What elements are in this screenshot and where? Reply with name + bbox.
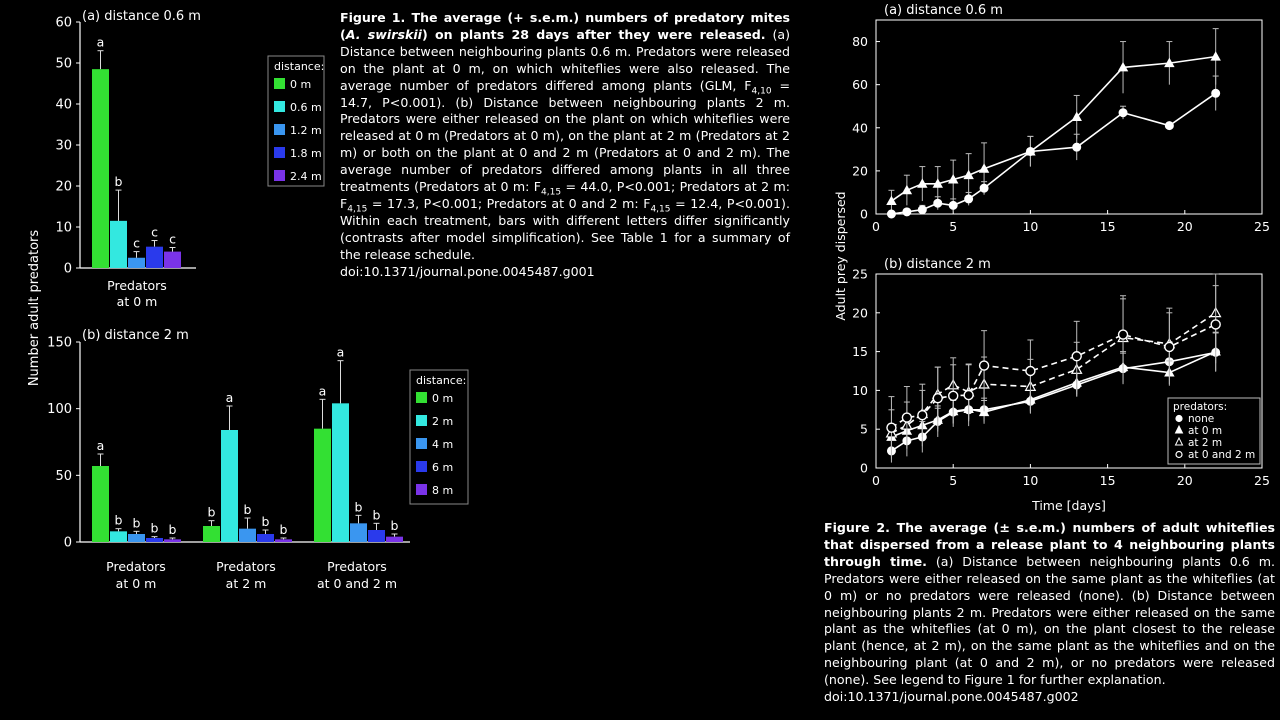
fig1-doi: doi:10.1371/journal.pone.0045487.g001 <box>340 263 595 279</box>
significance-letter: b <box>132 515 141 531</box>
fig1b-legend-swatch <box>416 461 427 472</box>
fig1-sub-3: 4,15 <box>347 204 368 215</box>
bar <box>275 539 292 542</box>
data-point <box>918 411 927 420</box>
fig1b-ytick-label: 150 <box>47 335 72 351</box>
fig1b-panel-label: (b) distance 2 m <box>82 328 189 343</box>
bar <box>92 69 109 268</box>
fig1b-legend-swatch <box>416 438 427 449</box>
fig1a-group-label-line1: Predators <box>107 278 167 293</box>
fig1b-group-3-line1: Predators <box>327 559 387 574</box>
bar <box>368 530 385 542</box>
data-point <box>1072 352 1081 361</box>
xtick-label: 20 <box>1176 473 1193 488</box>
significance-letter: a <box>318 383 327 399</box>
fig1-text-2: = 14.7, P<0.001). (b) Distance between neighbouring plants 2 m. Predators were either released on the plant on which whiteflies were released at 0 m (Predators at 0 m), on the plant at 2 m (Predators at 2 m) or both on the plant at 0 and 2 m (Predators at 0 and 2 m). The average number of predators differed among plants in all three treatments (Predators at 0 m: F <box>340 77 790 195</box>
fig2b-legend-label: at 2 m <box>1188 437 1223 449</box>
fig2b-legend-label: at 0 m <box>1188 425 1223 437</box>
figure-1b <box>47 328 468 591</box>
fig1a-legend-swatch <box>274 124 285 135</box>
fig1b-legend-label: 8 m <box>432 484 454 497</box>
significance-letter: c <box>169 231 176 247</box>
significance-letter: b <box>207 504 216 520</box>
fig1a-panel-label: (a) distance 0.6 m <box>82 9 201 24</box>
fig1b-group-labels <box>106 559 397 591</box>
fig1b-ytick-label: 50 <box>55 468 72 484</box>
data-point <box>903 208 911 216</box>
data-point <box>964 391 973 400</box>
fig1b-legend-swatch <box>416 392 427 403</box>
figure-2-caption <box>824 520 1275 706</box>
data-point <box>888 210 896 218</box>
fig1a-legend <box>268 56 324 186</box>
significance-letter: b <box>114 512 123 528</box>
fig2b-legend-marker <box>1176 452 1182 458</box>
bar <box>146 247 163 268</box>
significance-letter: b <box>150 520 159 536</box>
data-point <box>933 394 942 403</box>
fig1b-group-2-line2: at 2 m <box>225 576 267 591</box>
ytick-label: 20 <box>852 305 868 321</box>
fig1a-legend-label: 0 m <box>290 78 312 91</box>
fig1a-ytick-label: 10 <box>55 220 72 236</box>
fig2-doi: doi:10.1371/journal.pone.0045487.g002 <box>824 689 1079 705</box>
fig1a-legend-swatch <box>274 147 285 158</box>
significance-letter: b <box>243 502 252 517</box>
fig2b-panel-label: (b) distance 2 m <box>884 257 991 272</box>
fig2b-legend <box>1168 398 1260 464</box>
fig2b-legend-label: at 0 and 2 m <box>1188 449 1256 461</box>
xtick-label: 10 <box>1022 219 1039 234</box>
fig1b-group-1-line2: at 0 m <box>115 576 157 591</box>
fig1-sub-1: 4,10 <box>751 86 772 97</box>
fig1b-legend-label: 0 m <box>432 392 454 405</box>
fig1a-bars <box>92 35 181 268</box>
data-point <box>887 423 896 432</box>
xtick-label: 10 <box>1022 473 1039 488</box>
fig1a-legend-label: 2.4 m <box>290 170 322 183</box>
fig1b-legend-label: 4 m <box>432 438 454 451</box>
significance-letter: a <box>336 344 345 360</box>
ytick-label: 40 <box>852 120 868 136</box>
bar <box>257 534 274 542</box>
data-point <box>1165 342 1174 351</box>
bar <box>386 537 403 542</box>
significance-letter: a <box>225 390 234 405</box>
xtick-label: 15 <box>1099 219 1116 234</box>
data-point <box>1212 89 1220 97</box>
xtick-label: 0 <box>872 219 880 234</box>
significance-letter: a <box>96 34 105 50</box>
xtick-label: 25 <box>1254 219 1270 234</box>
data-point <box>1027 148 1035 156</box>
fig1a-ytick-label: 30 <box>55 138 72 154</box>
fig2b-legend-title: predators: <box>1173 401 1228 413</box>
fig1a-legend-box <box>268 56 324 186</box>
fig1b-group-2-line1: Predators <box>216 559 276 574</box>
fig1a-legend-title: distance: <box>274 60 325 73</box>
fig1b-ytick-label: 100 <box>47 402 72 418</box>
fig2b-legend-marker <box>1176 416 1182 422</box>
bar <box>164 252 181 268</box>
significance-letter: b <box>354 499 363 515</box>
figure-2b <box>833 191 1270 513</box>
fig1b-bars <box>92 345 403 542</box>
bar <box>146 538 163 542</box>
xtick-label: 5 <box>949 473 958 488</box>
data-point <box>965 195 973 203</box>
fig1-sub-4: 4,15 <box>650 204 671 215</box>
xtick-label: 0 <box>872 473 880 488</box>
ytick-label: 0 <box>860 460 868 476</box>
data-point <box>919 206 927 214</box>
fig1-sub-2: 4,15 <box>541 187 562 198</box>
figure-1-caption <box>340 10 790 281</box>
fig1b-y-ticks <box>47 336 80 551</box>
fig2a-panel-label: (a) distance 0.6 m <box>884 3 1003 18</box>
ytick-label: 5 <box>860 421 868 437</box>
data-point <box>887 197 895 205</box>
fig2a-series <box>887 29 1220 218</box>
ytick-label: 15 <box>852 344 868 360</box>
data-point <box>949 202 957 210</box>
fig1-text-3: = 44.0, P<0.001; Predators at 2 m: F <box>340 179 790 211</box>
data-point <box>980 184 988 192</box>
significance-letter: b <box>372 507 381 523</box>
bar <box>332 403 349 542</box>
fig2a-frame <box>876 20 1262 214</box>
significance-letter: b <box>168 522 177 537</box>
fig2-caption-title: Figure 2. The average (± s.e.m.) numbers of adult whiteflies that dispersed from a release plant to 4 neighbouring plants through time. <box>824 520 1275 569</box>
bar <box>110 531 127 542</box>
series-line-none <box>891 93 1215 214</box>
bar <box>128 534 145 542</box>
significance-letter: b <box>114 174 123 190</box>
xtick-label: 25 <box>1254 473 1270 488</box>
significance-letter: b <box>261 514 270 529</box>
fig1-title-part2: ) on plants 28 days after they were released. <box>421 26 766 42</box>
bar <box>92 466 109 542</box>
fig2b-x-axis-title: Time [days] <box>1032 498 1106 513</box>
xtick-label: 5 <box>949 219 958 234</box>
data-point <box>1211 320 1220 329</box>
fig1b-legend <box>410 370 468 504</box>
fig1a-ytick-label: 60 <box>55 15 72 31</box>
significance-letter: c <box>133 235 140 251</box>
fig1a-ytick-label: 40 <box>55 97 72 113</box>
bar <box>128 258 145 268</box>
fig1-text-5: = 12.4, P<0.001). Within each treatment, bars with different letters differ significantly (contrasts after model simplification). See Table 1 for a summary of the release schedule. <box>340 195 790 262</box>
ytick-label: 20 <box>852 163 868 179</box>
fig2b-legend-label: none <box>1188 413 1215 425</box>
fig2a-ticks <box>852 34 1270 234</box>
bar <box>203 526 220 542</box>
significance-letter: a <box>96 438 105 453</box>
fig1b-legend-label: 6 m <box>432 461 454 474</box>
fig1a-legend-swatch <box>274 101 285 112</box>
fig1-caption-title <box>340 10 790 42</box>
ytick-label: 60 <box>852 77 868 93</box>
fig1b-legend-title: distance: <box>416 374 467 387</box>
ytick-label: 80 <box>852 34 868 50</box>
ytick-label: 10 <box>852 382 868 398</box>
data-point <box>1119 109 1127 117</box>
data-point <box>980 361 989 370</box>
fig1a-legend-label: 0.6 m <box>290 101 322 114</box>
fig1a-legend-label: 1.8 m <box>290 147 322 160</box>
fig1b-legend-label: 2 m <box>432 415 454 428</box>
ytick-label: 25 <box>852 266 868 282</box>
fig1a-group-label-line2: at 0 m <box>116 294 158 309</box>
bar <box>164 539 181 542</box>
bar <box>239 529 256 542</box>
fig1a-legend-label: 1.2 m <box>290 124 322 137</box>
data-point <box>1073 143 1081 151</box>
bar <box>350 523 367 542</box>
data-point <box>1211 52 1219 60</box>
fig1b-group-1-line1: Predators <box>106 559 166 574</box>
fig1-title-part1: Figure 1. The average (+ s.e.m.) numbers of predatory mites ( <box>340 10 790 42</box>
fig1a-ytick-label: 0 <box>63 261 72 277</box>
data-point <box>1166 122 1174 130</box>
fig1b-group-3-line2: at 0 and 2 m <box>316 576 398 591</box>
fig2-y-axis-title: Adult prey dispersed <box>833 191 848 321</box>
fig1a-legend-swatch <box>274 78 285 89</box>
xtick-label: 20 <box>1176 219 1193 234</box>
fig1a-legend-swatch <box>274 170 285 181</box>
fig1a-ytick-label: 20 <box>55 179 72 195</box>
significance-letter: b <box>279 522 288 537</box>
data-point <box>934 199 942 207</box>
fig2-caption-body: (a) Distance between neighbouring plants 0.6 m. Predators were either released on the same plant as the whiteflies (at 0 m) or no predators were released (none). (b) Distance between neighbouring plants 2 m. Predators were either released on the same plant as the whiteflies (at 0 m), on the plant closest to the release plant (hence, at 2 m), on the same plant as the whiteflies and on the neighbouring plant (at 0 and 2 m), or no predators were released (none). See legend to Figure 1 for further explanation. <box>824 553 1275 688</box>
data-point <box>1026 367 1035 376</box>
data-point <box>949 391 958 400</box>
significance-letter: b <box>390 518 399 533</box>
fig1-text-4: = 17.3, P<0.001; Predators at 0 and 2 m: F <box>367 195 651 211</box>
fig1b-legend-swatch <box>416 415 427 426</box>
fig1b-ytick-label: 0 <box>63 535 72 551</box>
figure-2a <box>852 3 1270 234</box>
bar <box>221 430 238 542</box>
ytick-label: 0 <box>860 206 868 222</box>
bar <box>110 221 127 268</box>
fig1a-y-ticks <box>55 16 80 277</box>
fig1-title-species: A. swirskii <box>345 26 422 42</box>
data-point <box>1119 330 1128 339</box>
fig1-text-1: (a) Distance between neighbouring plants 0.6 m. Predators were released on the plant at 0 m, on which whiteflies were also released. The average number of predators differed among plants (GLM, F <box>340 26 790 93</box>
fig1a-ytick-label: 50 <box>55 56 72 72</box>
significance-letter: c <box>151 224 158 240</box>
data-point <box>902 413 911 422</box>
fig1-y-axis-title: Number adult predators <box>27 229 42 387</box>
fig1b-legend-swatch <box>416 484 427 495</box>
bar <box>314 429 331 542</box>
xtick-label: 15 <box>1099 473 1116 488</box>
